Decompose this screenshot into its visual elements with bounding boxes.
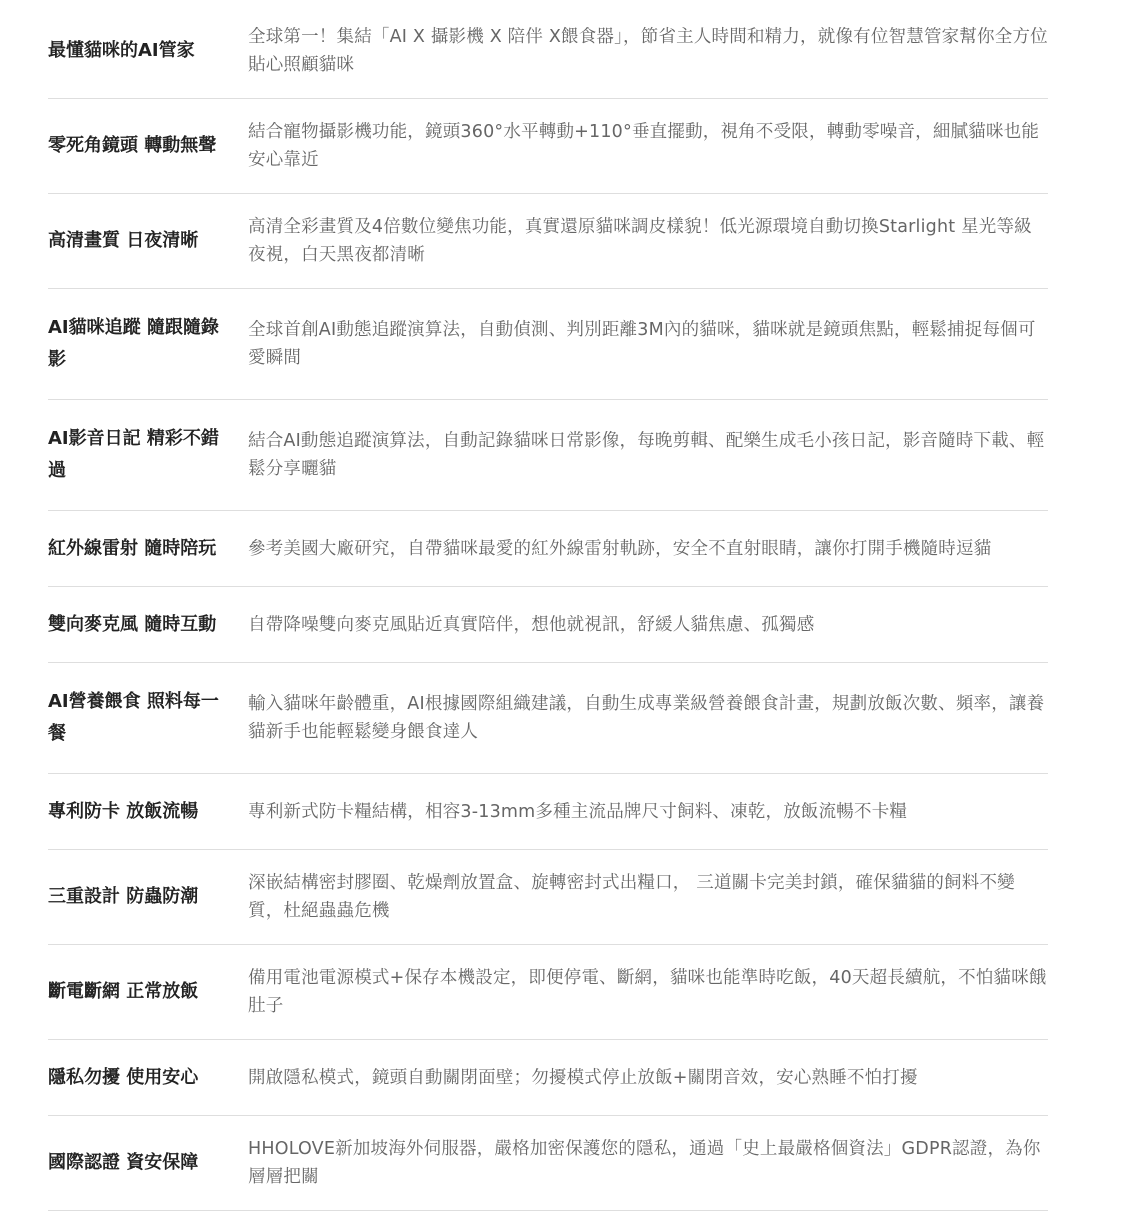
table-row: [48, 99, 1048, 194]
table-row: [48, 850, 1048, 945]
table-row: [48, 1116, 1048, 1211]
feature-title: 零死角鏡頭 轉動無聲: [48, 99, 248, 194]
table-row: [48, 289, 1048, 400]
feature-title: 斷電斷網 正常放飯: [48, 945, 248, 1040]
feature-description: 深嵌結構密封膠圈、乾燥劑放置盒、旋轉密封式出糧口， 三道關卡完美封鎖，確保貓貓的飼料不變質，杜絕蟲蟲危機: [248, 850, 1048, 945]
feature-description: 結合AI動態追蹤演算法，自動記錄貓咪日常影像，每晚剪輯、配樂生成毛小孩日記，影音隨時下載、輕鬆分享曬貓: [248, 400, 1048, 511]
feature-description: 開啟隱私模式，鏡頭自動關閉面壁；勿擾模式停止放飯+關閉音效，安心熟睡不怕打擾: [248, 1040, 1048, 1116]
table-row: [48, 4, 1048, 99]
feature-title: 隱私勿擾 使用安心: [48, 1040, 248, 1116]
feature-description: HHOLOVE新加坡海外伺服器，嚴格加密保護您的隱私，通過「史上最嚴格個資法」GDPR認證，為你層層把關: [248, 1116, 1048, 1211]
feature-description: 結合寵物攝影機功能，鏡頭360°水平轉動+110°垂直擺動，視角不受限，轉動零噪音，細膩貓咪也能安心靠近: [248, 99, 1048, 194]
feature-title: 雙向麥克風 隨時互動: [48, 587, 248, 663]
feature-description: 輸入貓咪年齡體重，AI根據國際組織建議，自動生成專業級營養餵食計畫，規劃放飯次數、頻率，讓養貓新手也能輕鬆變身餵食達人: [248, 663, 1048, 774]
feature-title: 國際認證 資安保障: [48, 1116, 248, 1211]
table-row: [48, 663, 1048, 774]
feature-title: 紅外線雷射 隨時陪玩: [48, 511, 248, 587]
table-row: [48, 511, 1048, 587]
feature-title: 最懂貓咪的AI管家: [48, 4, 248, 99]
feature-title: AI營養餵食 照料每一餐: [48, 663, 248, 774]
feature-title: AI貓咪追蹤 隨跟隨錄影: [48, 289, 248, 400]
feature-title: 三重設計 防蟲防潮: [48, 850, 248, 945]
feature-description: 備用電池電源模式+保存本機設定，即便停電、斷網，貓咪也能準時吃飯，40天超長續航，不怕貓咪餓肚子: [248, 945, 1048, 1040]
table-row: [48, 400, 1048, 511]
table-row: [48, 774, 1048, 850]
feature-spec-table: [48, 4, 1048, 1211]
feature-description: 專利新式防卡糧結構，相容3-13mm多種主流品牌尺寸飼料、凍乾，放飯流暢不卡糧: [248, 774, 1048, 850]
feature-description: 全球第一！集結「AI X 攝影機 X 陪伴 X餵食器」，節省主人時間和精力，就像有位智慧管家幫你全方位貼心照顧貓咪: [248, 4, 1048, 99]
feature-description: 高清全彩畫質及4倍數位變焦功能，真實還原貓咪調皮樣貌！低光源環境自動切換Starlight 星光等級夜視，白天黑夜都清晰: [248, 194, 1048, 289]
feature-description: 全球首創AI動態追蹤演算法，自動偵測、判別距離3M內的貓咪，貓咪就是鏡頭焦點，輕鬆捕捉每個可愛瞬間: [248, 289, 1048, 400]
feature-title: AI影音日記 精彩不錯過: [48, 400, 248, 511]
table-row: [48, 1040, 1048, 1116]
feature-description: 自帶降噪雙向麥克風貼近真實陪伴，想他就視訊，舒緩人貓焦慮、孤獨感: [248, 587, 1048, 663]
feature-title: 高清畫質 日夜清晰: [48, 194, 248, 289]
feature-title: 專利防卡 放飯流暢: [48, 774, 248, 850]
table-row: [48, 587, 1048, 663]
feature-description: 參考美國大廠研究，自帶貓咪最愛的紅外線雷射軌跡，安全不直射眼睛，讓你打開手機隨時逗貓: [248, 511, 1048, 587]
table-row: [48, 945, 1048, 1040]
table-row: [48, 194, 1048, 289]
